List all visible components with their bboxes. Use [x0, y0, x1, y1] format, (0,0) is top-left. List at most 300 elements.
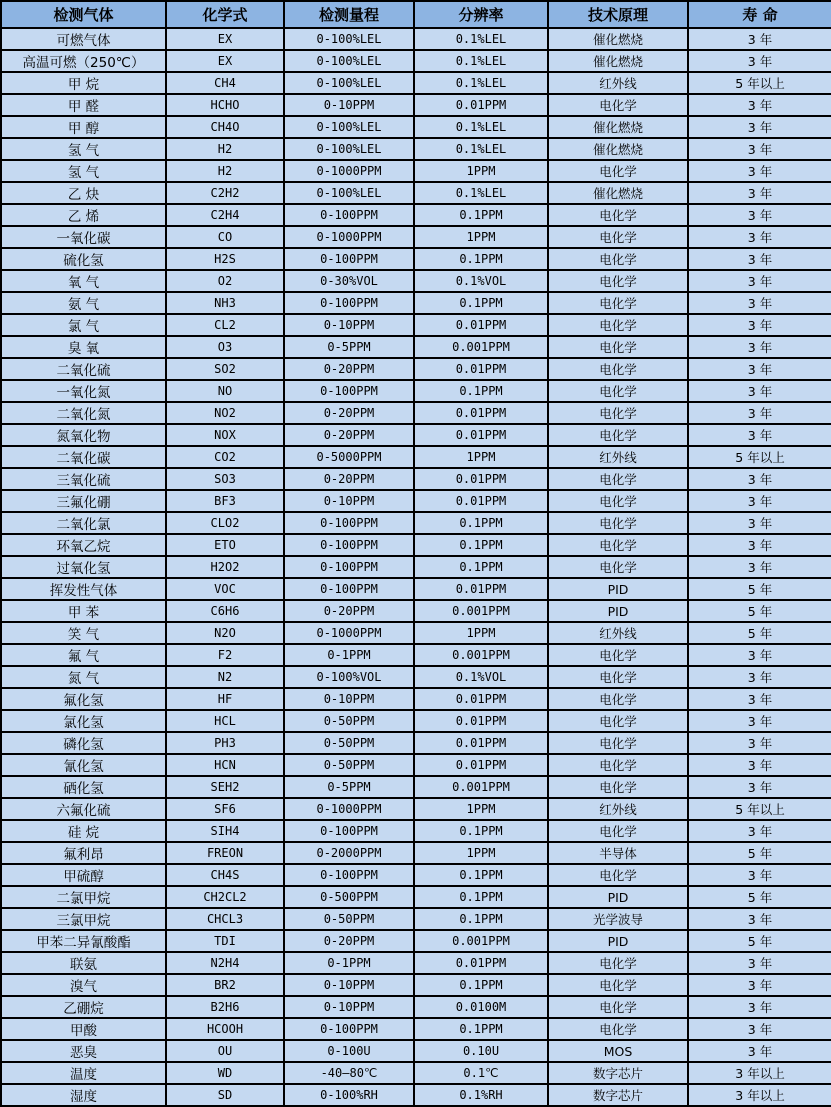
cell-formula: BF3 [166, 490, 284, 512]
table-row [1, 776, 831, 798]
cell-gas: 三氧化硫 [1, 468, 166, 490]
cell-gas: 氢 气 [1, 160, 166, 182]
cell-formula: CO [166, 226, 284, 248]
cell-lifespan: 5 年 [688, 842, 831, 864]
cell-principle: 电化学 [548, 270, 688, 292]
table-row [1, 226, 831, 248]
cell-lifespan: 3 年 [688, 28, 831, 50]
cell-resolution: 0.0100M [414, 996, 548, 1018]
table-row [1, 666, 831, 688]
table-row [1, 50, 831, 72]
cell-gas: 乙 烯 [1, 204, 166, 226]
cell-gas: 氯 气 [1, 314, 166, 336]
table-row [1, 996, 831, 1018]
cell-range: 0-100PPM [284, 248, 414, 270]
cell-gas: 溴气 [1, 974, 166, 996]
cell-range: 0-5PPM [284, 776, 414, 798]
cell-lifespan: 3 年 [688, 336, 831, 358]
cell-gas: 甲 醛 [1, 94, 166, 116]
cell-lifespan: 3 年 [688, 292, 831, 314]
cell-range: 0-50PPM [284, 754, 414, 776]
cell-lifespan: 3 年 [688, 160, 831, 182]
cell-formula: HCL [166, 710, 284, 732]
cell-resolution: 0.001PPM [414, 644, 548, 666]
cell-gas: 温度 [1, 1062, 166, 1084]
cell-formula: WD [166, 1062, 284, 1084]
cell-range: 0-20PPM [284, 600, 414, 622]
cell-lifespan: 3 年 [688, 996, 831, 1018]
cell-range: 0-100PPM [284, 380, 414, 402]
cell-principle: 电化学 [548, 688, 688, 710]
table-row [1, 732, 831, 754]
cell-principle: 电化学 [548, 314, 688, 336]
cell-principle: 电化学 [548, 820, 688, 842]
table-row [1, 556, 831, 578]
cell-principle: 红外线 [548, 798, 688, 820]
cell-range: 0-100%LEL [284, 182, 414, 204]
cell-lifespan: 3 年 [688, 644, 831, 666]
cell-range: 0-5PPM [284, 336, 414, 358]
cell-range: 0-50PPM [284, 710, 414, 732]
cell-range: 0-100PPM [284, 578, 414, 600]
cell-formula: NO2 [166, 402, 284, 424]
table-row [1, 864, 831, 886]
cell-range: 0-10PPM [284, 314, 414, 336]
cell-principle: 催化燃烧 [548, 28, 688, 50]
cell-principle: 电化学 [548, 358, 688, 380]
cell-lifespan: 5 年以上 [688, 798, 831, 820]
cell-resolution: 0.001PPM [414, 336, 548, 358]
cell-resolution: 0.001PPM [414, 600, 548, 622]
cell-resolution: 0.1PPM [414, 974, 548, 996]
cell-range: 0-1PPM [284, 952, 414, 974]
cell-resolution: 1PPM [414, 160, 548, 182]
cell-formula: CHCL3 [166, 908, 284, 930]
cell-principle: 电化学 [548, 160, 688, 182]
table-row [1, 94, 831, 116]
cell-principle: 电化学 [548, 974, 688, 996]
cell-principle: 电化学 [548, 512, 688, 534]
cell-formula: CH4S [166, 864, 284, 886]
cell-gas: 三氯甲烷 [1, 908, 166, 930]
cell-formula: CH4 [166, 72, 284, 94]
cell-gas: 二氯甲烷 [1, 886, 166, 908]
cell-formula: H2 [166, 160, 284, 182]
cell-principle: 电化学 [548, 468, 688, 490]
table-row [1, 930, 831, 952]
cell-resolution: 0.1%LEL [414, 182, 548, 204]
cell-range: 0-500PPM [284, 886, 414, 908]
cell-lifespan: 5 年以上 [688, 446, 831, 468]
cell-resolution: 0.1PPM [414, 908, 548, 930]
cell-gas: 甲 烷 [1, 72, 166, 94]
cell-principle: 电化学 [548, 226, 688, 248]
cell-range: 0-100%VOL [284, 666, 414, 688]
cell-principle: 电化学 [548, 776, 688, 798]
cell-resolution: 0.1PPM [414, 534, 548, 556]
cell-gas: 氮 气 [1, 666, 166, 688]
table-row [1, 314, 831, 336]
cell-formula: SO3 [166, 468, 284, 490]
table-row [1, 182, 831, 204]
cell-resolution: 0.01PPM [414, 424, 548, 446]
cell-gas: 甲苯二异氰酸酯 [1, 930, 166, 952]
cell-lifespan: 3 年 [688, 402, 831, 424]
cell-resolution: 0.01PPM [414, 468, 548, 490]
cell-range: 0-100U [284, 1040, 414, 1062]
cell-range: 0-1000PPM [284, 622, 414, 644]
cell-range: 0-10PPM [284, 490, 414, 512]
cell-range: 0-100PPM [284, 512, 414, 534]
cell-formula: CH4O [166, 116, 284, 138]
table-row [1, 1084, 831, 1106]
cell-range: 0-100%LEL [284, 138, 414, 160]
cell-principle: 电化学 [548, 710, 688, 732]
cell-resolution: 0.1PPM [414, 248, 548, 270]
cell-formula: CH2CL2 [166, 886, 284, 908]
table-row [1, 336, 831, 358]
cell-range: 0-50PPM [284, 732, 414, 754]
cell-range: 0-100PPM [284, 1018, 414, 1040]
cell-lifespan: 3 年 [688, 556, 831, 578]
cell-lifespan: 5 年以上 [688, 72, 831, 94]
cell-gas: 氢 气 [1, 138, 166, 160]
cell-lifespan: 3 年 [688, 908, 831, 930]
cell-range: 0-1000PPM [284, 798, 414, 820]
cell-formula: NOX [166, 424, 284, 446]
cell-resolution: 0.1%VOL [414, 270, 548, 292]
table-row [1, 204, 831, 226]
cell-resolution: 0.1%LEL [414, 72, 548, 94]
cell-resolution: 0.10U [414, 1040, 548, 1062]
cell-principle: 电化学 [548, 94, 688, 116]
cell-gas: 环氧乙烷 [1, 534, 166, 556]
cell-resolution: 0.01PPM [414, 578, 548, 600]
cell-formula: PH3 [166, 732, 284, 754]
cell-range: 0-100PPM [284, 292, 414, 314]
cell-lifespan: 3 年 [688, 424, 831, 446]
cell-resolution: 1PPM [414, 446, 548, 468]
cell-formula: H2O2 [166, 556, 284, 578]
cell-principle: 电化学 [548, 534, 688, 556]
cell-lifespan: 5 年 [688, 578, 831, 600]
cell-gas: 六氟化硫 [1, 798, 166, 820]
cell-formula: HCOOH [166, 1018, 284, 1040]
cell-range: 0-20PPM [284, 402, 414, 424]
cell-lifespan: 3 年 [688, 732, 831, 754]
cell-gas: 甲硫醇 [1, 864, 166, 886]
cell-principle: 数字芯片 [548, 1062, 688, 1084]
cell-range: 0-1PPM [284, 644, 414, 666]
cell-lifespan: 3 年 [688, 1040, 831, 1062]
cell-formula: CLO2 [166, 512, 284, 534]
cell-lifespan: 3 年 [688, 666, 831, 688]
table-row [1, 446, 831, 468]
cell-gas: 氟利昂 [1, 842, 166, 864]
cell-formula: HCN [166, 754, 284, 776]
cell-principle: PID [548, 600, 688, 622]
cell-lifespan: 3 年 [688, 226, 831, 248]
cell-gas: 一氧化碳 [1, 226, 166, 248]
cell-range: 0-100PPM [284, 820, 414, 842]
cell-formula: O2 [166, 270, 284, 292]
cell-lifespan: 3 年 [688, 864, 831, 886]
cell-principle: 电化学 [548, 666, 688, 688]
cell-formula: F2 [166, 644, 284, 666]
cell-lifespan: 3 年 [688, 94, 831, 116]
table-row [1, 974, 831, 996]
cell-gas: 恶臭 [1, 1040, 166, 1062]
cell-resolution: 0.1PPM [414, 204, 548, 226]
cell-gas: 硫化氢 [1, 248, 166, 270]
cell-gas: 二氧化硫 [1, 358, 166, 380]
cell-range: 0-10PPM [284, 94, 414, 116]
cell-range: 0-1000PPM [284, 226, 414, 248]
cell-range: 0-20PPM [284, 468, 414, 490]
cell-formula: N2O [166, 622, 284, 644]
cell-principle: 催化燃烧 [548, 116, 688, 138]
cell-principle: 电化学 [548, 490, 688, 512]
cell-resolution: 0.1PPM [414, 292, 548, 314]
cell-formula: C2H2 [166, 182, 284, 204]
cell-formula: OU [166, 1040, 284, 1062]
cell-principle: 红外线 [548, 446, 688, 468]
cell-resolution: 0.1PPM [414, 820, 548, 842]
cell-principle: 数字芯片 [548, 1084, 688, 1106]
cell-resolution: 0.1%VOL [414, 666, 548, 688]
table-row [1, 1062, 831, 1084]
cell-range: 0-1000PPM [284, 160, 414, 182]
table-row [1, 798, 831, 820]
table-header [1, 1, 831, 28]
cell-formula: NH3 [166, 292, 284, 314]
cell-formula: CL2 [166, 314, 284, 336]
cell-resolution: 0.1%RH [414, 1084, 548, 1106]
cell-resolution: 0.1PPM [414, 380, 548, 402]
cell-formula: NO [166, 380, 284, 402]
cell-lifespan: 3 年 [688, 490, 831, 512]
cell-lifespan: 3 年以上 [688, 1084, 831, 1106]
cell-range: 0-100%LEL [284, 50, 414, 72]
cell-gas: 臭 氧 [1, 336, 166, 358]
table-row [1, 512, 831, 534]
cell-resolution: 0.01PPM [414, 358, 548, 380]
cell-lifespan: 3 年 [688, 314, 831, 336]
cell-range: 0-100%LEL [284, 116, 414, 138]
cell-formula: O3 [166, 336, 284, 358]
cell-gas: 二氧化碳 [1, 446, 166, 468]
cell-resolution: 0.1%LEL [414, 138, 548, 160]
cell-range: 0-30%VOL [284, 270, 414, 292]
cell-range: 0-100%RH [284, 1084, 414, 1106]
cell-range: 0-100%LEL [284, 28, 414, 50]
cell-gas: 可燃气体 [1, 28, 166, 50]
cell-principle: 电化学 [548, 292, 688, 314]
cell-formula: H2S [166, 248, 284, 270]
table-row [1, 424, 831, 446]
table-row [1, 688, 831, 710]
table-row [1, 644, 831, 666]
cell-gas: 二氧化氮 [1, 402, 166, 424]
cell-principle: 红外线 [548, 72, 688, 94]
cell-range: 0-100PPM [284, 204, 414, 226]
cell-resolution: 0.01PPM [414, 688, 548, 710]
cell-lifespan: 3 年 [688, 820, 831, 842]
cell-principle: 半导体 [548, 842, 688, 864]
table-row [1, 270, 831, 292]
cell-gas: 氟 气 [1, 644, 166, 666]
column-header-gas: 检测气体 [1, 1, 166, 28]
cell-gas: 联氨 [1, 952, 166, 974]
cell-formula: EX [166, 50, 284, 72]
table-row [1, 578, 831, 600]
table-row [1, 952, 831, 974]
cell-range: 0-10PPM [284, 996, 414, 1018]
cell-resolution: 1PPM [414, 622, 548, 644]
cell-principle: 光学波导 [548, 908, 688, 930]
cell-gas: 硅 烷 [1, 820, 166, 842]
cell-principle: 电化学 [548, 402, 688, 424]
column-header-principle: 技术原理 [548, 1, 688, 28]
cell-principle: 催化燃烧 [548, 182, 688, 204]
cell-principle: 红外线 [548, 622, 688, 644]
cell-lifespan: 3 年 [688, 138, 831, 160]
cell-lifespan: 3 年 [688, 116, 831, 138]
table-row [1, 754, 831, 776]
cell-gas: 甲 苯 [1, 600, 166, 622]
cell-formula: SF6 [166, 798, 284, 820]
table-row [1, 820, 831, 842]
table-row [1, 138, 831, 160]
cell-gas: 高温可燃（250℃） [1, 50, 166, 72]
cell-formula: N2H4 [166, 952, 284, 974]
cell-range: 0-20PPM [284, 358, 414, 380]
cell-lifespan: 5 年 [688, 930, 831, 952]
cell-range: 0-10PPM [284, 688, 414, 710]
cell-principle: 电化学 [548, 336, 688, 358]
cell-principle: 电化学 [548, 556, 688, 578]
cell-resolution: 0.01PPM [414, 314, 548, 336]
column-header-formula: 化学式 [166, 1, 284, 28]
column-header-resolution: 分辨率 [414, 1, 548, 28]
cell-resolution: 0.01PPM [414, 710, 548, 732]
cell-gas: 湿度 [1, 1084, 166, 1106]
cell-lifespan: 3 年 [688, 1018, 831, 1040]
cell-lifespan: 3 年 [688, 358, 831, 380]
cell-range: 0-100PPM [284, 556, 414, 578]
cell-resolution: 0.01PPM [414, 732, 548, 754]
cell-lifespan: 3 年 [688, 204, 831, 226]
cell-lifespan: 3 年 [688, 974, 831, 996]
cell-gas: 挥发性气体 [1, 578, 166, 600]
table-row [1, 1040, 831, 1062]
cell-gas: 甲 醇 [1, 116, 166, 138]
cell-principle: 电化学 [548, 424, 688, 446]
cell-gas: 一氧化氮 [1, 380, 166, 402]
table-row [1, 380, 831, 402]
cell-lifespan: 3 年 [688, 512, 831, 534]
cell-resolution: 0.1PPM [414, 556, 548, 578]
cell-lifespan: 5 年 [688, 600, 831, 622]
cell-resolution: 0.1PPM [414, 1018, 548, 1040]
cell-lifespan: 3 年 [688, 776, 831, 798]
table-row [1, 908, 831, 930]
cell-resolution: 0.01PPM [414, 490, 548, 512]
cell-range: 0-100PPM [284, 864, 414, 886]
cell-formula: BR2 [166, 974, 284, 996]
cell-resolution: 0.1%LEL [414, 116, 548, 138]
cell-resolution: 1PPM [414, 842, 548, 864]
cell-range: 0-5000PPM [284, 446, 414, 468]
cell-principle: 催化燃烧 [548, 138, 688, 160]
table-body [1, 28, 831, 1106]
cell-resolution: 0.1PPM [414, 886, 548, 908]
table-row [1, 622, 831, 644]
cell-lifespan: 3 年 [688, 688, 831, 710]
cell-resolution: 0.01PPM [414, 94, 548, 116]
cell-lifespan: 3 年以上 [688, 1062, 831, 1084]
cell-lifespan: 3 年 [688, 182, 831, 204]
table-row [1, 358, 831, 380]
cell-principle: 电化学 [548, 644, 688, 666]
table-row [1, 28, 831, 50]
cell-principle: PID [548, 930, 688, 952]
table-row [1, 402, 831, 424]
cell-range: 0-20PPM [284, 930, 414, 952]
cell-principle: MOS [548, 1040, 688, 1062]
table-row [1, 534, 831, 556]
cell-gas: 硒化氢 [1, 776, 166, 798]
cell-lifespan: 3 年 [688, 710, 831, 732]
cell-formula: C6H6 [166, 600, 284, 622]
table-row [1, 886, 831, 908]
cell-resolution: 0.01PPM [414, 952, 548, 974]
cell-gas: 氯化氢 [1, 710, 166, 732]
cell-gas: 氧 气 [1, 270, 166, 292]
cell-principle: 电化学 [548, 1018, 688, 1040]
cell-range: 0-20PPM [284, 424, 414, 446]
cell-lifespan: 3 年 [688, 380, 831, 402]
cell-range: 0-10PPM [284, 974, 414, 996]
table-row [1, 248, 831, 270]
table-row [1, 600, 831, 622]
cell-principle: 电化学 [548, 248, 688, 270]
cell-formula: EX [166, 28, 284, 50]
cell-resolution: 0.01PPM [414, 402, 548, 424]
cell-gas: 乙硼烷 [1, 996, 166, 1018]
cell-resolution: 1PPM [414, 226, 548, 248]
cell-lifespan: 3 年 [688, 468, 831, 490]
column-header-lifespan: 寿 命 [688, 1, 831, 28]
cell-range: 0-100PPM [284, 534, 414, 556]
table-row [1, 710, 831, 732]
table-row [1, 842, 831, 864]
cell-range: 0-100%LEL [284, 72, 414, 94]
cell-resolution: 0.1%LEL [414, 50, 548, 72]
cell-principle: PID [548, 886, 688, 908]
cell-lifespan: 3 年 [688, 952, 831, 974]
cell-formula: ETO [166, 534, 284, 556]
cell-resolution: 0.01PPM [414, 754, 548, 776]
cell-range: -40—80℃ [284, 1062, 414, 1084]
cell-formula: HCHO [166, 94, 284, 116]
cell-formula: VOC [166, 578, 284, 600]
cell-resolution: 0.001PPM [414, 776, 548, 798]
column-header-range: 检测量程 [284, 1, 414, 28]
cell-formula: N2 [166, 666, 284, 688]
cell-formula: TDI [166, 930, 284, 952]
cell-gas: 乙 炔 [1, 182, 166, 204]
